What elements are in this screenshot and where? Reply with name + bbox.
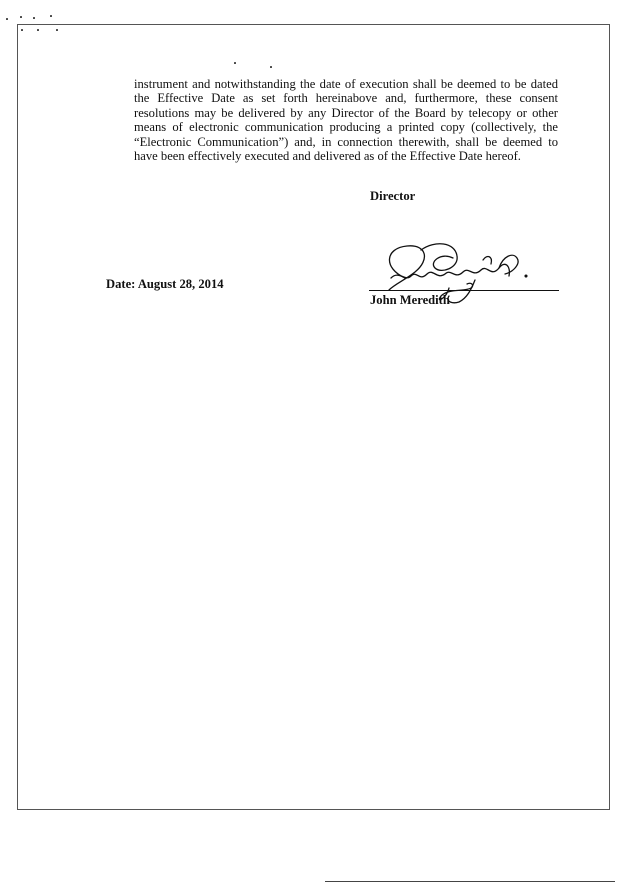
scan-speck (50, 15, 52, 17)
director-label: Director (370, 189, 416, 203)
scan-speck (6, 18, 8, 20)
scan-speck (270, 66, 272, 68)
scan-speck (20, 16, 22, 18)
scan-speck (33, 17, 35, 19)
signature-line (369, 290, 559, 291)
bottom-rule (325, 881, 615, 882)
body-paragraph: instrument and notwithstanding the date of execution shall be deemed to be dated the Effective Date as set forth hereinabove and, furthermore, these consent resolutions may be delivered by any Director of the Board by telecopy or other means of electronic communication producing a printed copy (collectively, the “Electronic Communication”) and, in connection therewith, shall be deemed to have been effectively executed and delivered as of the Effective Date hereof. (134, 77, 558, 164)
scan-speck (37, 29, 39, 31)
scan-speck (56, 29, 58, 31)
scan-speck (234, 62, 236, 64)
signer-name: John Meredith (370, 293, 450, 307)
scan-speck (21, 29, 23, 31)
date-line: Date: August 28, 2014 (106, 277, 224, 291)
